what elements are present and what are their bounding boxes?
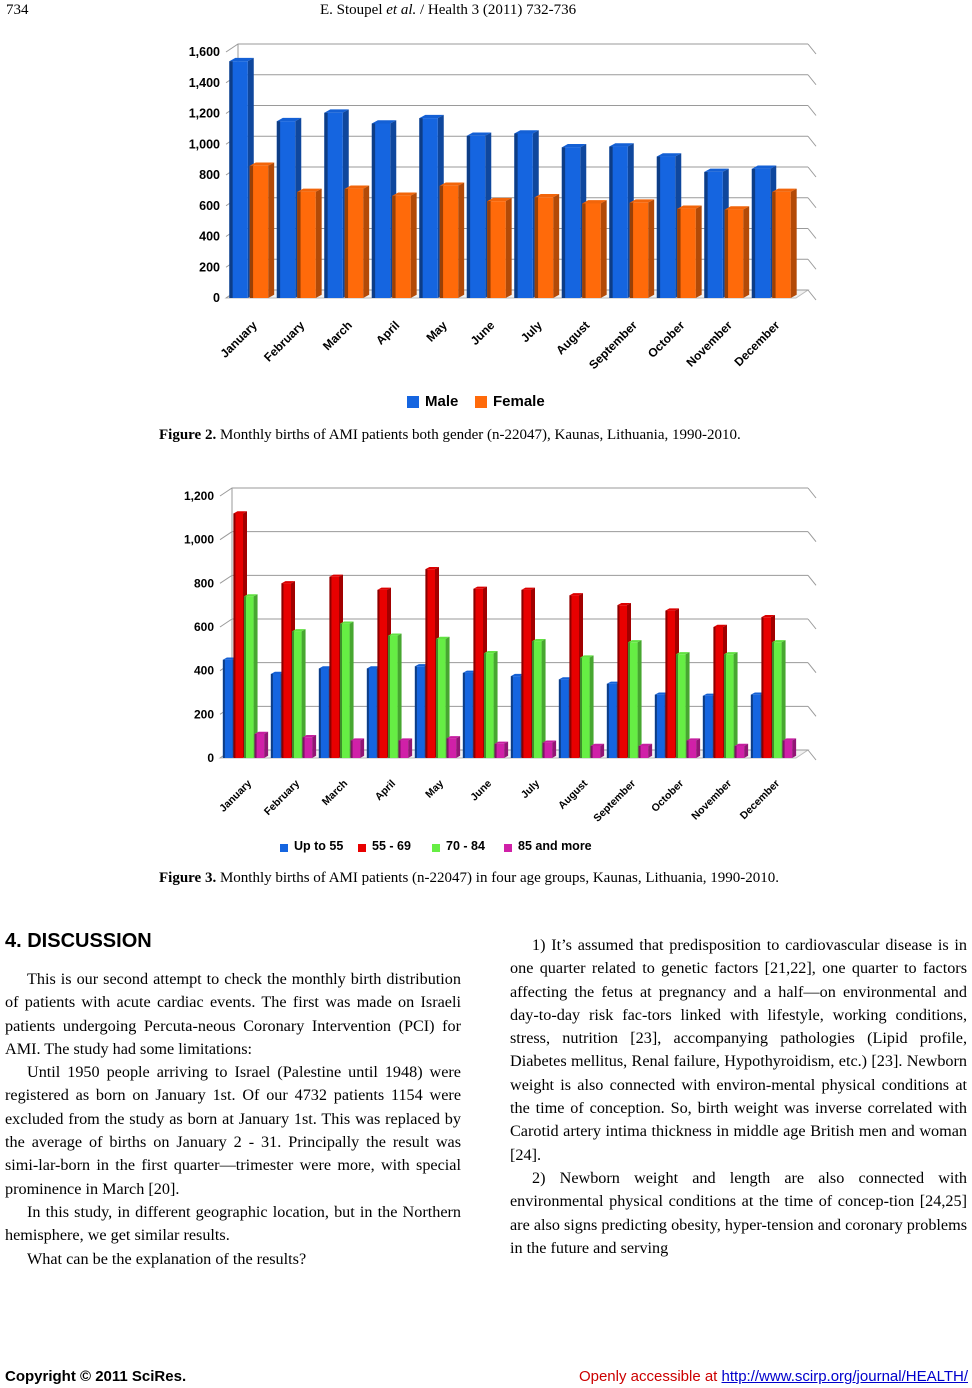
bar-shade (761, 617, 763, 758)
bar-shade (399, 741, 401, 758)
bar-shade (532, 641, 534, 758)
legend-label: Up to 55 (294, 839, 344, 853)
bar-shade (713, 627, 715, 758)
bar-side (312, 735, 316, 758)
footer-access (579, 1368, 968, 1385)
running-title-journal: / Health 3 (2011) 732-736 (416, 2, 577, 18)
category-label: July (518, 777, 543, 801)
category-label: October (644, 318, 688, 361)
bar-shade (367, 668, 369, 758)
bar-shade (436, 639, 438, 758)
category-label: January (217, 318, 260, 361)
legend-label: Male (425, 393, 459, 410)
bar-shade (617, 605, 619, 758)
bar-shade (511, 676, 513, 758)
y-tick-label: 800 (193, 576, 214, 591)
category-label: August (553, 318, 593, 358)
category-label: December (731, 318, 783, 370)
bar-shade (521, 590, 523, 758)
category-label: January (217, 777, 255, 815)
bar-shade (281, 583, 283, 758)
category-label: April (372, 777, 399, 804)
bar-shade (329, 577, 331, 758)
left-paragraph-4: What can be the explanation of the results? (27, 1249, 307, 1268)
category-label: February (261, 318, 308, 365)
gridline (220, 532, 808, 540)
left-paragraph-1: This is our second attempt to check the monthly birth distribution of patients with acute cardiac events. The first was made on Israeli patients undergoing Percuta-neous Coronary Intervention (PCI) for AMI. The study had some limitations: (5, 970, 461, 1058)
bar-shade (783, 741, 785, 758)
bar-shade (340, 624, 342, 758)
footer-access-text: Openly accessible at (578, 1368, 722, 1385)
bar-shade (655, 695, 657, 758)
legend-swatch (358, 844, 366, 852)
figure-3-caption-text: Monthly births of AMI patients (n-22047) in four age groups, Kaunas, Lithuania, 1990-2010. (216, 870, 780, 886)
bar-side (600, 744, 604, 758)
y-tick-label: 600 (193, 620, 214, 634)
bar-shade (425, 569, 427, 758)
category-label: March (319, 777, 351, 808)
bar-shade (377, 590, 379, 758)
legend-swatch (432, 844, 440, 852)
bar-shade (607, 684, 609, 758)
bar-side (590, 655, 594, 758)
legend-label: 55 - 69 (372, 839, 411, 853)
bar-shade (303, 737, 305, 758)
bar-shade (665, 611, 667, 758)
category-label: December (737, 777, 783, 823)
category-label: November (683, 318, 735, 370)
figure-2-caption-text: Monthly births of AMI patients both gender (n-22047), Kaunas, Lithuania, 1990-2010. (216, 427, 741, 443)
bar-side (552, 741, 556, 758)
category-label: June (467, 318, 498, 348)
bar-shade (559, 679, 561, 758)
bar-side (696, 738, 700, 758)
bar-side (648, 744, 652, 758)
bar-side (350, 622, 354, 758)
left-column (5, 968, 461, 1271)
category-label: May (423, 318, 450, 345)
bar-shade (415, 666, 417, 758)
bar-side (456, 736, 460, 758)
category-label: September (586, 318, 640, 372)
bar-shade (351, 741, 353, 758)
bar-shade (676, 654, 678, 758)
bar-side (638, 640, 642, 758)
category-label: September (591, 777, 639, 825)
bar-shade (639, 746, 641, 758)
section-heading: 4. DISCUSSION (5, 930, 152, 952)
running-title-authors: E. Stoupel (320, 2, 387, 18)
bar-shade (628, 642, 630, 758)
bar-shade (447, 738, 449, 758)
category-label: April (373, 318, 403, 348)
right-paragraph-1: 1) It’s assumed that predisposition to cardiovascular disease is in one quarter related to genetic factors [21,22], one quarter to factors affecting the fetus at pregnancy and a half―on environmental and day-to-day risk fac-tors linked with lifestyle, working conditions, stress, nutrition [23], accompanying pathologies (Lipid profile, Diabetes mellitus, Renal failure, Hypothyroidism, etc.) [23]. Newborn weight is also connected with environ-mental physical conditions at the time of conception. So, birth weight was inverse correlated with Carotid artery intima thickness in middle age British men and woman [24]. (510, 936, 967, 1164)
y-tick-label: 200 (199, 260, 220, 275)
bar-side (264, 732, 268, 758)
y-tick-label: 1,000 (188, 137, 220, 152)
gridline-tail (808, 706, 816, 716)
bar-shade (484, 653, 486, 758)
bar-shade (735, 746, 737, 758)
right-paragraph-2: 2) Newborn weight and length are also connected with environmental physical conditions at the time of concep-tion [24,25] are also signs predicting obesity, hyper-tension and coronary problems in the future and serving (510, 1168, 967, 1257)
bar-side (494, 651, 498, 758)
y-tick-label: 0 (213, 291, 220, 305)
y-tick-label: 400 (193, 663, 214, 678)
y-tick-label: 1,200 (188, 106, 220, 121)
category-label: May (423, 777, 447, 801)
bar-side (744, 744, 748, 758)
bar-side (734, 652, 738, 758)
bar-shade (772, 642, 774, 758)
bar-shade (244, 596, 246, 758)
legend-label: Female (493, 393, 545, 410)
figure-2-caption-label: Figure 2. (159, 427, 217, 443)
bar-shade (271, 674, 273, 758)
bar-shade (463, 673, 465, 758)
y-tick-label: 800 (199, 168, 220, 182)
bar-shade (495, 744, 497, 758)
y-tick-label: 400 (199, 229, 220, 244)
bar-side (360, 738, 364, 758)
bar-side (408, 738, 412, 758)
category-label: February (261, 777, 303, 818)
bar-shade (569, 595, 571, 758)
bar-shade (473, 589, 475, 758)
bar-shade (223, 660, 225, 758)
legend-label: 70 - 84 (446, 839, 485, 853)
footer-journal-link[interactable]: http://www.scirp.org/journal/HEALTH/ (721, 1368, 968, 1385)
gridline-tail (808, 488, 816, 498)
left-paragraph-3: In this study, in different geographic location, but in the Northern hemisphere, we get similar results. (5, 1202, 461, 1245)
gridline-tail (808, 619, 816, 629)
legend-label: 85 and more (518, 839, 592, 853)
bar-shade (388, 636, 390, 758)
bar-shade (543, 743, 545, 758)
bar-side (542, 639, 546, 758)
legend-swatch (280, 844, 288, 852)
bar-shade (703, 696, 705, 758)
gridline-tail (808, 532, 816, 542)
page-number: 734 (6, 2, 29, 18)
gridline-tail (808, 663, 816, 673)
bar-shade (319, 668, 321, 758)
left-paragraph-2: Until 1950 people arriving to Israel (Palestine until 1948) were registered as born on January 1st. Of our 4732 patients 1154 were excluded from the study as born at January 1st. This was replaced by the average of births on January 2 - 31. Principally the result was simi-lar-born in the first quarter―trimester were more, with special prominence in March [20]. (5, 1063, 461, 1198)
y-tick-label: 1,000 (183, 532, 214, 547)
bar-shade (724, 654, 726, 758)
legend-swatch (504, 844, 512, 852)
right-column (510, 934, 967, 1260)
gridline-tail (808, 750, 816, 760)
figure-3-caption-label: Figure 3. (159, 870, 217, 886)
figure-3-caption (159, 868, 812, 888)
bar-shade (751, 695, 753, 758)
bar-shade (687, 741, 689, 758)
footer-copyright: Copyright © 2011 SciRes. (5, 1368, 187, 1385)
gridline (220, 488, 808, 496)
bar-side (504, 742, 508, 758)
bar-shade (292, 631, 294, 758)
y-tick-label: 0 (207, 751, 214, 765)
bar-shade (591, 746, 593, 758)
category-label: March (319, 318, 355, 354)
y-tick-label: 1,400 (188, 75, 220, 90)
gridline-tail (808, 575, 816, 585)
bar-side (792, 738, 796, 758)
y-tick-label: 1,200 (183, 489, 214, 503)
y-tick-label: 600 (199, 198, 220, 213)
category-label: November (689, 777, 735, 823)
bar-shade (580, 658, 582, 758)
y-tick-label: 1,600 (188, 45, 220, 59)
category-label: June (468, 777, 495, 804)
category-label: August (556, 777, 591, 812)
bar-shade (233, 513, 235, 758)
category-label: July (517, 318, 545, 346)
gridline (220, 575, 808, 583)
category-label: October (649, 777, 687, 815)
running-title-etal: et al. (386, 2, 417, 18)
y-tick-label: 200 (193, 707, 214, 722)
bar-shade (255, 734, 257, 758)
